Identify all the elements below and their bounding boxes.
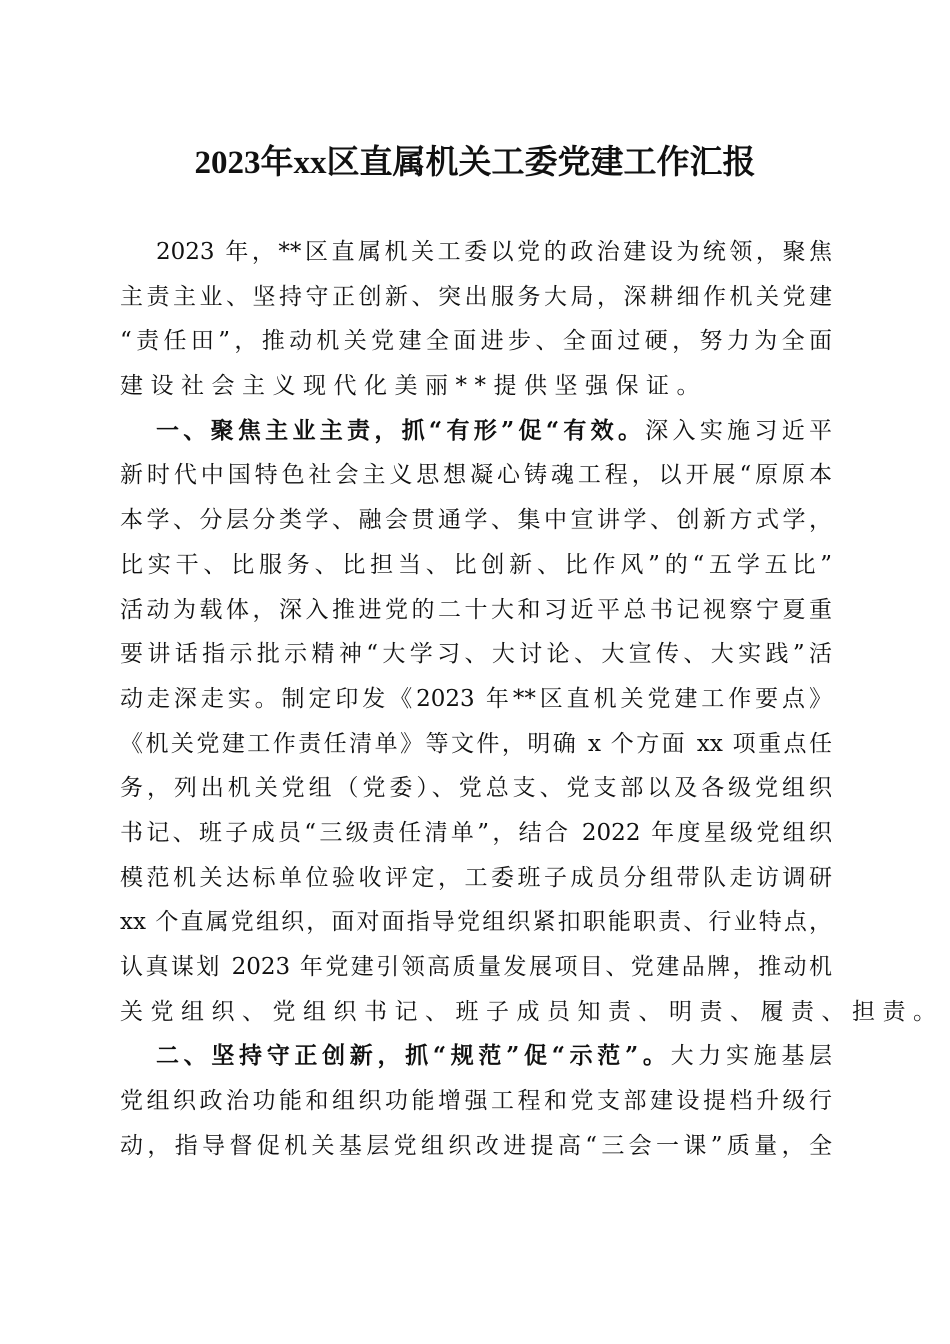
text-line: 活动为载体，深入推进党的二十大和习近平总书记视察宁夏重 [120,596,832,623]
paragraph-section-2 [120,1034,832,1168]
text-span: 深入实施习近平 [645,417,832,444]
text-line: 建设社会主义现代化美丽**提供坚强保证。 [120,373,707,400]
text-line: 比实干、比服务、比担当、比创新、比作风”的“五学五比” [120,551,832,578]
section-heading: 二、坚持守正创新，抓“规范”促“示范”。 [156,1042,671,1070]
text-line: 新时代中国特色社会主义思想凝心铸魂工程，以开展“原原本 [120,462,832,489]
text-line: 动，指导督促机关基层党组织改进提高“三会一课”质量，全 [120,1132,832,1159]
paragraph-section-1 [120,409,944,1035]
text-line: 关党组织、党组织书记、班子成员知责、明责、履责、担责。 [120,998,944,1025]
text-line: xx 个直属党组织，面对面指导党组织紧扣职能职责、行业特点， [120,909,832,936]
text-line: 《机关党建工作责任清单》等文件，明确 x 个方面 xx 项重点任 [120,730,832,757]
text-line: 认真谋划 2023 年党建引领高质量发展项目、党建品牌，推动机 [120,954,832,980]
text-line: 党组织政治功能和组织功能增强工程和党支部建设提档升级行 [120,1088,832,1115]
document-body [120,230,944,1168]
text-line: 要讲话指示批示精神“大学习、大讨论、大宣传、大实践”活 [120,641,832,668]
text-span: 大力实施基层 [670,1043,833,1070]
document-title: 2023年xx区直属机关工委党建工作汇报 [194,145,756,181]
text-line: 模范机关达标单位验收评定，工委班子成员分组带队走访调研 [120,864,832,891]
text-line: 本学、分层分类学、融会贯通学、集中宣讲学、创新方式学， [120,507,832,534]
paragraph-intro [120,230,832,409]
section-heading: 一、聚焦主业主责，抓“有形”促“有效。 [156,416,646,444]
text-line: 书记、班子成员“三级责任清单”，结合 2022 年度星级党组织 [120,819,832,846]
text-line: 务，列出机关党组（党委）、党总支、党支部以及各级党组织 [120,775,832,802]
text-line [120,1034,832,1079]
text-line: 主责主业、坚持守正创新、突出服务大局，深耕细作机关党建 [120,283,832,310]
text-line: 2023 年，**区直属机关工委以党的政治建设为统领，聚焦 [156,239,832,265]
text-line: 动走深走实。制定印发《2023 年**区直机关党建工作要点》 [120,685,832,712]
text-line: “责任田”，推动机关党建全面进步、全面过硬，努力为全面 [120,328,832,355]
text-line [120,409,832,454]
